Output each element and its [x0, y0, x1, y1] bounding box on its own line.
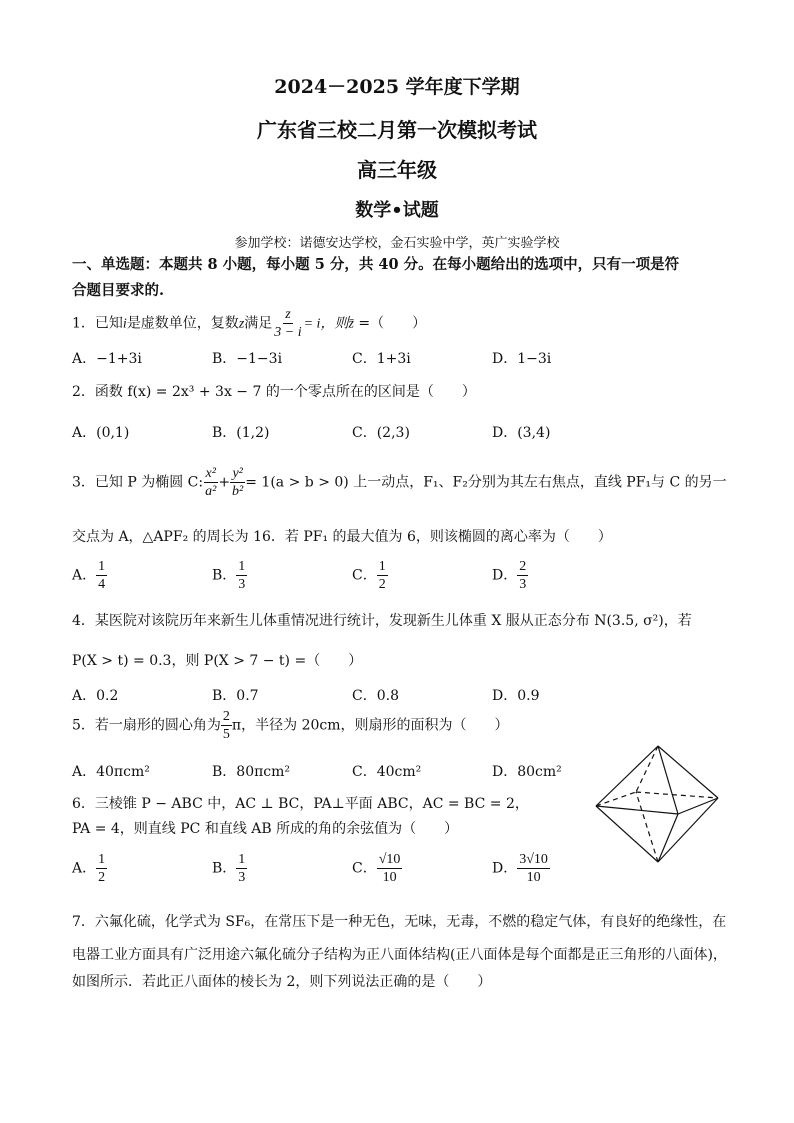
q5-frac-num: 2 [222, 709, 230, 724]
q5-option-c: C．40cm² [352, 764, 422, 780]
q3-option-a-num: 1 [98, 559, 106, 574]
q1-mid2: 满足 [244, 315, 273, 332]
q3-option-a-label: A． [72, 567, 97, 584]
q3-option-d-frac [517, 558, 528, 593]
edge-front-right [678, 798, 718, 814]
q6-option-b-num: 1 [238, 852, 246, 867]
q6-option-d [492, 851, 550, 886]
q6-option-d-label: D． [492, 860, 518, 877]
q3-option-c-den: 2 [378, 577, 386, 592]
question-4-line1: 4．某医院对该院历年来新生儿体重情况进行统计，发现新生儿体重 X 服从正态分布 N(3.5, σ²)，若 [72, 613, 692, 629]
q2-option-c: C．(2,3) [352, 425, 410, 441]
q6-option-a-frac [96, 851, 107, 886]
q6-option-b-den: 3 [238, 870, 246, 885]
q3-frac-y [230, 465, 245, 500]
question-7-line2: 电器工业方面具有广泛用途六氟化硫分子结构为正八面体结构(正八面体是每个面都是正三角形的八面体)， [72, 947, 727, 963]
q3-frac-y-num: y² [232, 466, 243, 481]
q3-plus: + [218, 474, 231, 491]
question-1 [72, 306, 732, 341]
q6-option-d-frac [517, 851, 550, 886]
q5-option-d: D．80cm² [492, 764, 562, 780]
q1-option-b: B．−1−3i [212, 351, 283, 367]
section-instructions-line1: 一、单选题：本题共 8 小题，每小题 5 分，共 40 分。在每小题给出的选项中，只有一项是符 [72, 256, 680, 273]
octahedron-figure [592, 744, 722, 864]
q3-option-c-frac [377, 558, 388, 593]
q3-frac-x [203, 465, 218, 500]
q1-i: i [122, 316, 127, 332]
question-4-line2: P(X > t) = 0.3，则 P(X > 7 − t) =（ ） [72, 653, 363, 669]
q6-option-a [72, 851, 107, 886]
question-7-line1: 7．六氟化硫，化学式为 SF₆，在常压下是一种无色，无味，无毒，不燃的稳定气体，有良好的绝缘性，在 [72, 914, 727, 930]
q1-frac-den: 3 − i [274, 325, 302, 340]
q6-option-c-frac [377, 851, 403, 886]
edge-top-right [658, 746, 718, 798]
q3-frac-y-den: b² [232, 484, 244, 499]
q2-option-d: D．(3,4) [492, 425, 551, 441]
q3-option-b-label: B． [212, 567, 237, 584]
section-instructions-line2: 合题目要求的. [72, 282, 165, 299]
q1-pre: 1．已知 [72, 315, 123, 332]
edge-bottom-front [658, 814, 678, 862]
edge-back-right [636, 792, 718, 798]
q6-option-a-den: 2 [98, 870, 106, 885]
q3-option-d-label: D． [492, 567, 518, 584]
q1-frac-num: z [285, 307, 291, 322]
q6-option-d-den: 10 [526, 870, 541, 885]
q6-option-b [212, 851, 247, 886]
question-3-line2: 交点为 A，△APF₂ 的周长为 16．若 PF₁ 的最大值为 6，则该椭圆的离心率为（ ） [72, 529, 612, 545]
question-6-line2: PA = 4，则直线 PC 和直线 AB 所成的角的余弦值为（ ） [72, 821, 459, 837]
q3-frac-x-den: a² [205, 484, 217, 499]
q3-option-d-num: 2 [519, 559, 527, 574]
q1-eq: = i，则 [303, 316, 349, 332]
q6-option-a-num: 1 [98, 852, 106, 867]
q1-mid: 是虚数单位，复数 [126, 315, 239, 332]
subject-title: 数学•试题 [355, 200, 439, 221]
q3-option-a [72, 558, 107, 593]
q6-option-a-label: A． [72, 860, 97, 877]
q1-z: z [238, 316, 245, 332]
q6-option-c-label: C． [352, 860, 377, 877]
q3-option-b-frac [236, 558, 247, 593]
q6-option-c-num: √10 [378, 852, 401, 867]
q6-option-b-frac [236, 851, 247, 886]
edge-left-back [596, 792, 636, 806]
exam-year: 2024－2025 学年度下学期 [274, 76, 520, 98]
q6-option-d-num: 3√10 [519, 852, 548, 867]
exam-title: 广东省三校二月第一次模拟考试 [257, 118, 537, 142]
question-6-line1: 6．三棱锥 P − ABC 中，AC ⊥ BC，PA⊥平面 ABC，AC = BC = 2， [72, 796, 529, 812]
q1-option-c: C．1+3i [352, 351, 411, 367]
q5-pre: 5．若一扇形的圆心角为 [72, 717, 221, 734]
question-5 [72, 708, 732, 743]
edge-top-back [636, 746, 658, 792]
q3-frac-x-num: x² [205, 466, 216, 481]
q5-option-b: B．80πcm² [212, 764, 291, 780]
q5-frac-den: 5 [222, 727, 230, 742]
q3-option-c-label: C． [352, 567, 377, 584]
q6-option-c-den: 10 [382, 870, 397, 885]
q2-option-a: A．(0,1) [72, 425, 130, 441]
edge-top-left [596, 746, 658, 806]
q3-option-c [352, 558, 388, 593]
q1-post: =（ ） [353, 315, 427, 332]
edge-top-front [658, 746, 678, 814]
q2-option-b: B．(1,2) [212, 425, 270, 441]
q4-option-d: D．0.9 [492, 688, 540, 704]
q5-option-a: A．40πcm² [72, 764, 150, 780]
q3-option-a-den: 4 [98, 577, 106, 592]
edge-bottom-right [658, 798, 718, 862]
grade-title: 高三年级 [357, 158, 437, 182]
q6-option-c [352, 851, 402, 886]
section-instructions [72, 252, 732, 304]
q3-option-b-den: 3 [238, 577, 246, 592]
q1-option-d: D．1−3i [492, 351, 552, 367]
q4-option-c: C．0.8 [352, 688, 399, 704]
q5-post: π，半径为 20cm，则扇形的面积为（ ） [231, 717, 509, 734]
q4-option-b: B．0.7 [212, 688, 259, 704]
q3-pre: 3．已知 P 为椭圆 C: [72, 474, 204, 491]
question-2: 2．函数 f(x) = 2x³ + 3x − 7 的一个零点所在的区间是（ ） [72, 384, 476, 400]
question-7-line3: 如图所示．若此正八面体的棱长为 2，则下列说法正确的是（ ） [72, 974, 492, 990]
participating-schools: 参加学校：诺德安达学校，金石实验中学，英广实验学校 [234, 235, 560, 250]
q1-option-a: A．−1+3i [72, 351, 142, 367]
q3-option-d [492, 558, 528, 593]
q1-fraction [272, 306, 303, 341]
edge-left-front [596, 806, 678, 814]
q3-option-a-frac [96, 558, 107, 593]
q3-post: = 1(a > b > 0) 上一动点，F₁、F₂分别为其左右焦点，直线 PF₁与 C 的另一 [245, 474, 727, 491]
question-3-line1 [72, 465, 732, 500]
q3-option-c-num: 1 [378, 559, 386, 574]
q3-option-b-num: 1 [238, 559, 246, 574]
q5-fraction [221, 708, 232, 743]
q3-option-d-den: 3 [519, 577, 527, 592]
q6-option-b-label: B． [212, 860, 237, 877]
q3-option-b [212, 558, 247, 593]
q4-option-a: A．0.2 [72, 688, 119, 704]
q1-zbar: z̄ [348, 316, 354, 332]
